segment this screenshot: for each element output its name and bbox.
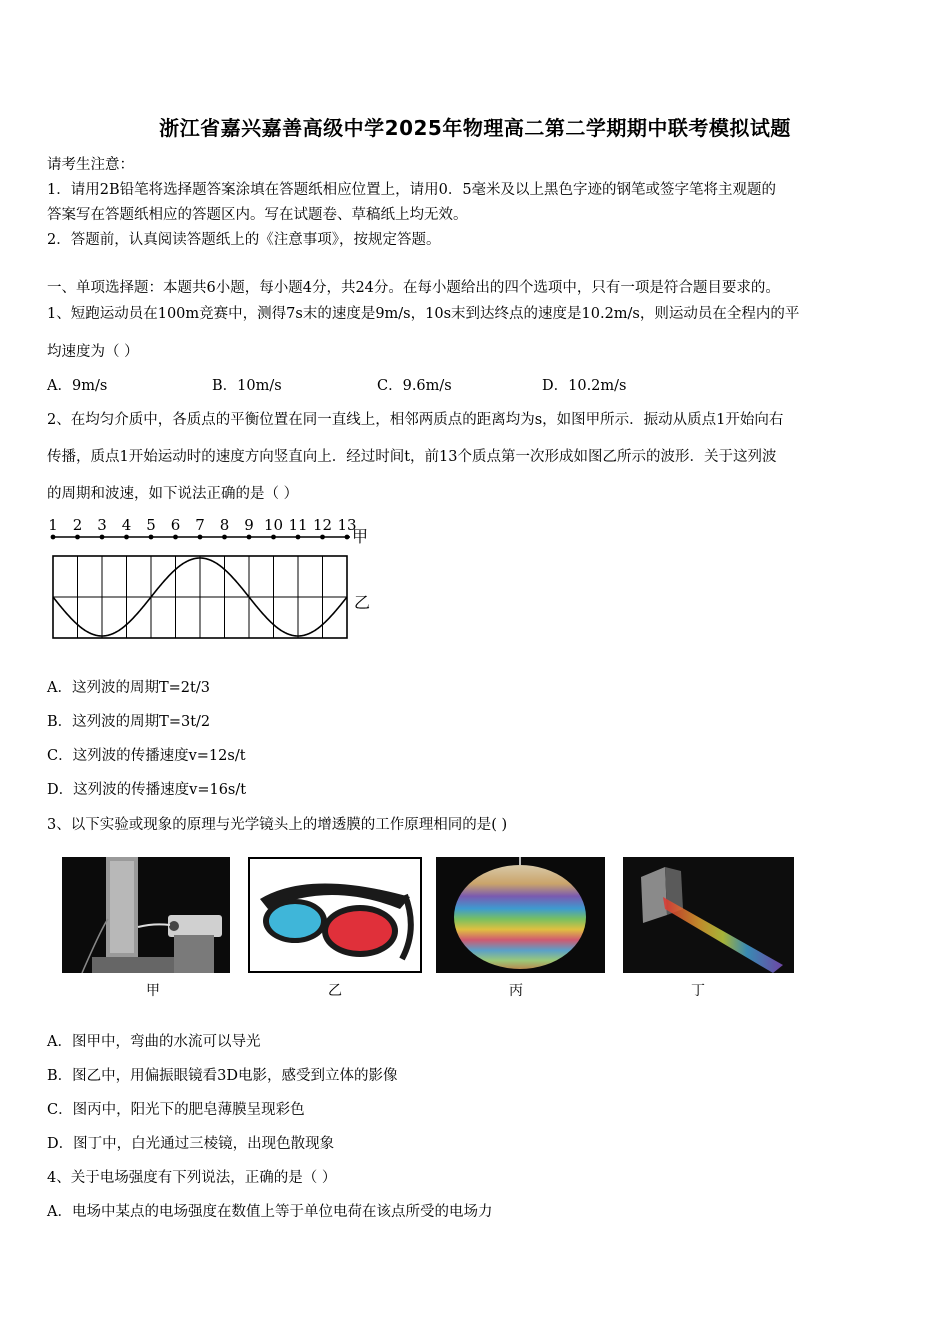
question-1-option-d: D．10.2m/s <box>542 378 627 394</box>
photo-jia <box>62 857 230 973</box>
photo-caption-yi: 乙 <box>328 983 342 999</box>
question-4-line-1: 4、关于电场强度有下列说法，正确的是（ ） <box>47 1170 337 1186</box>
particle-dot-6 <box>173 535 178 540</box>
question-2-option-b: B．这列波的周期T=3t/2 <box>47 714 211 730</box>
question-2-option-c: C．这列波的传播速度v=12s/t <box>47 748 246 764</box>
question-3-option-b: B．图乙中，用偏振眼镜看3D电影，感受到立体的影像 <box>47 1068 398 1084</box>
question-4-option-a: A．电场中某点的电场强度在数值上等于单位电荷在该点所受的电场力 <box>47 1204 493 1220</box>
particle-dot-4 <box>124 535 129 540</box>
particle-dot-1 <box>51 535 56 540</box>
soap-film-image <box>436 857 605 973</box>
particle-dot-13 <box>345 535 350 540</box>
question-3-option-a: A．图甲中，弯曲的水流可以导光 <box>47 1034 261 1050</box>
notice-item-1-line-1: 1．请用2B铅笔将选择题答案涂填在答题纸相应位置上，请用0．5毫米及以上黑色字迹的钢笔或签字笔将主观题的 <box>47 182 777 198</box>
notice-item-2: 2．答题前，认真阅读答题纸上的《注意事项》，按规定答题。 <box>47 232 441 248</box>
wave-figure <box>40 512 380 644</box>
water-light-guide-image <box>62 857 230 973</box>
question-1-option-a: A．9m/s <box>47 378 108 394</box>
particle-dot-8 <box>222 535 227 540</box>
photo-caption-jia: 甲 <box>146 983 160 999</box>
particle-label-2: 2 <box>72 516 83 534</box>
particle-label-3: 3 <box>97 516 107 534</box>
section-heading: 一、单项选择题：本题共6小题，每小题4分，共24分。在每小题给出的四个选项中，只有一项是符合题目要求的。 <box>47 280 780 296</box>
particle-dot-5 <box>149 535 154 540</box>
particle-dot-2 <box>75 535 80 540</box>
question-1-line-1: 1、短跑运动员在100m竞赛中，测得7s末的速度是9m/s，10s末到达终点的速度是10.2m/s，则运动员在全程内的平 <box>47 306 800 322</box>
question-2-option-a: A．这列波的周期T=2t/3 <box>47 680 210 696</box>
question-3-option-c: C．图丙中，阳光下的肥皂薄膜呈现彩色 <box>47 1102 305 1118</box>
particle-label-4: 4 <box>121 516 132 534</box>
question-2-line-1: 2、在均匀介质中，各质点的平衡位置在同一直线上，相邻两质点的距离均为s，如图甲所示．振动从质点1开始向右 <box>47 412 784 428</box>
photo-yi <box>248 857 422 973</box>
particle-label-8: 8 <box>219 516 230 534</box>
particle-dot-3 <box>100 535 105 540</box>
question-3-line-1: 3、以下实验或现象的原理与光学镜头上的增透膜的工作原理相同的是( ) <box>47 817 508 833</box>
question-1-line-2: 均速度为（ ） <box>47 344 139 360</box>
particle-dot-7 <box>198 535 203 540</box>
particle-dot-10 <box>271 535 276 540</box>
question-2-line-2: 传播，质点1开始运动时的速度方向竖直向上．经过时间t，前13个质点第一次形成如图乙所示的波形．关于这列波 <box>47 449 777 465</box>
3d-glasses-image <box>250 859 420 971</box>
question-2-option-d: D．这列波的传播速度v=16s/t <box>47 782 247 798</box>
question-1-option-b: B．10m/s <box>212 378 282 394</box>
notice-item-1-line-2: 答案写在答题纸相应的答题区内。写在试题卷、草稿纸上均无效。 <box>47 207 468 223</box>
particle-label-13: 13 <box>337 516 357 534</box>
question-2-line-3: 的周期和波速，如下说法正确的是（ ） <box>47 486 299 502</box>
particle-label-5: 5 <box>146 516 156 534</box>
particle-label-10: 10 <box>263 516 284 534</box>
question-1-option-c: C．9.6m/s <box>377 378 452 394</box>
notice-heading: 请考生注意： <box>47 157 134 173</box>
particle-label-11: 11 <box>288 516 308 534</box>
photo-bing <box>436 857 605 973</box>
prism-dispersion-image <box>623 857 794 973</box>
figure-label-yi: 乙 <box>354 593 371 612</box>
photo-caption-bing: 丙 <box>509 983 523 999</box>
particle-dot-9 <box>247 535 252 540</box>
particle-label-1: 1 <box>48 516 58 534</box>
particle-label-6: 6 <box>170 516 181 534</box>
page-title: 浙江省嘉兴嘉善高级中学2025年物理高二第二学期期中联考模拟试题 <box>159 116 791 140</box>
particle-label-12: 12 <box>312 516 333 534</box>
particle-dot-11 <box>296 535 301 540</box>
particle-dot-12 <box>320 535 325 540</box>
photo-caption-ding: 丁 <box>691 983 705 999</box>
particle-label-7: 7 <box>195 516 205 534</box>
figure-label-jia: 甲 <box>352 527 369 546</box>
question-3-option-d: D．图丁中，白光通过三棱镜，出现色散现象 <box>47 1136 335 1152</box>
photo-ding <box>623 857 794 973</box>
particle-label-9: 9 <box>244 516 254 534</box>
